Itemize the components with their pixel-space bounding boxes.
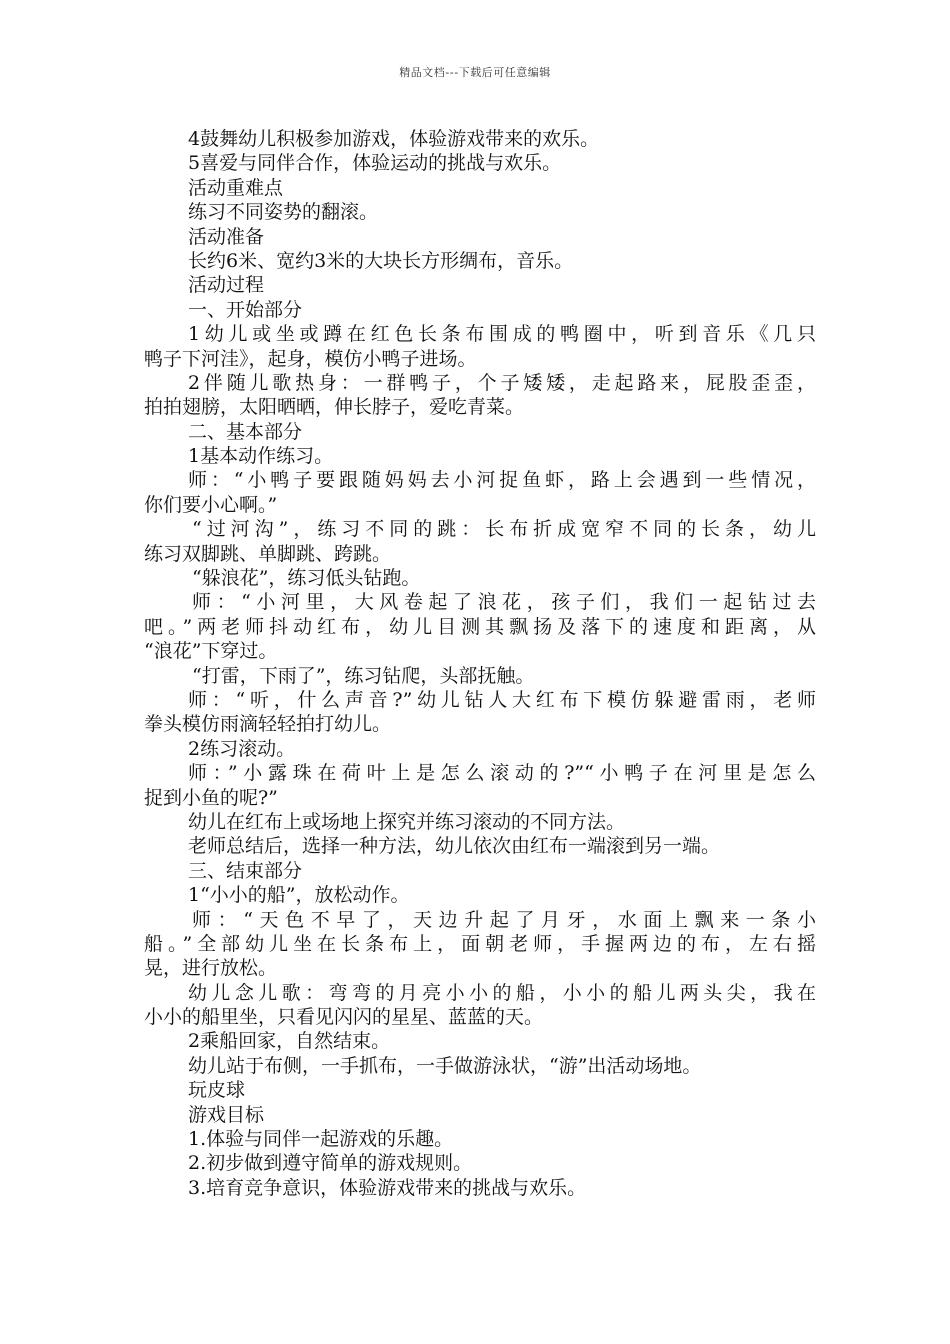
text-line: 吧。”两老师抖动红布，幼儿目测其飘扬及落下的速度和距离，从: [144, 615, 816, 638]
text-line: 幼儿在红布上或场地上探究并练习滚动的不同方法。: [188, 810, 626, 833]
text-line: 幼儿念儿歌：弯弯的月亮小小的船，小小的船儿两头尖，我在: [188, 981, 816, 1004]
text-line: 2伴随儿歌热身：一群鸭子，个子矮矮，走起路来，屁股歪歪，: [188, 371, 816, 394]
text-line: “躲浪花”，练习低头钻跑。: [192, 567, 421, 590]
text-line: 练习双脚跳、单脚跳、跨跳。: [144, 542, 392, 565]
text-line: 鸭子下河洼》，起身，模仿小鸭子进场。: [144, 347, 477, 370]
text-line: 一、开始部分: [188, 298, 303, 321]
text-line: 师：“小河里，大风卷起了浪花，孩子们，我们一起钻过去: [192, 591, 816, 614]
document-body: [144, 127, 816, 1200]
text-line: 老师总结后，选择一种方法，幼儿依次由红布一端滚到另一端。: [188, 835, 721, 858]
text-line: 师：”小露珠在荷叶上是怎么滚动的?”“小鸭子在河里是怎么: [188, 762, 816, 785]
text-line: 你们要小心啊。”: [144, 493, 278, 516]
text-line: 拍拍翅膀，太阳晒晒，伸长脖子，爱吃青菜。: [144, 396, 525, 419]
text-line: 捉到小鱼的呢?”: [144, 786, 278, 809]
text-line: 5喜爱与同伴合作，体验运动的挑战与欢乐。: [188, 152, 562, 175]
text-line: 4鼓舞幼儿积极参加游戏，体验游戏带来的欢乐。: [188, 128, 600, 150]
text-line: 1“小小的船”，放松动作。: [188, 884, 410, 907]
text-line: “打雷，下雨了”，练习钻爬，头部抚触。: [192, 664, 535, 687]
text-line: 练习不同姿势的翻滚。: [188, 201, 379, 224]
text-line: 师：“小鸭子要跟随妈妈去小河捉鱼虾，路上会遇到一些情况，: [188, 469, 816, 492]
page-header: 精品文档---下载后可任意编辑: [399, 66, 551, 79]
text-line: 师：“听，什么声音?”幼儿钻人大红布下模仿躲避雷雨，老师: [188, 688, 816, 711]
text-line: 三、结束部分: [188, 859, 303, 882]
text-line: 1幼儿或坐或蹲在红色长条布围成的鸭圈中，听到音乐《几只: [188, 323, 816, 346]
text-line: “过河沟”，练习不同的跳：长布折成宽窄不同的长条，幼儿: [192, 518, 816, 541]
text-line: 活动重难点: [188, 176, 284, 199]
text-line: “浪花”下穿过。: [144, 640, 278, 663]
text-line: 1.体验与同伴一起游戏的乐趣。: [188, 1128, 454, 1151]
text-line: 活动准备: [188, 225, 265, 248]
text-line: 长约6米、宽约3米的大块长方形绸布，音乐。: [188, 249, 574, 272]
text-line: 2乘船回家，自然结束。: [188, 1030, 391, 1053]
text-line: 船。”全部幼儿坐在长条布上，面朝老师，手握两边的布，左右摇: [144, 932, 816, 955]
text-line: 1基本动作练习。: [188, 445, 334, 468]
text-line: 幼儿站于布侧，一手抓布，一手做游泳状，“游”出活动场地。: [188, 1054, 702, 1077]
text-line: 小小的船里坐，只看见闪闪的星星、蓝蓝的天。: [144, 1006, 544, 1029]
text-line: 师：“天色不早了，天边升起了月牙，水面上飘来一条小: [192, 908, 816, 931]
text-line: 二、基本部分: [188, 420, 303, 443]
text-line: 游戏目标: [188, 1103, 265, 1126]
text-line: 2.初步做到遵守简单的游戏规则。: [188, 1152, 473, 1175]
text-line: 2练习滚动。: [188, 737, 296, 760]
text-line: 玩皮球: [188, 1079, 246, 1102]
text-line: 活动过程: [188, 274, 265, 297]
text-line: 3.培育竞争意识，体验游戏带来的挑战与欢乐。: [188, 1176, 587, 1199]
text-line: 拳头模仿雨滴轻轻拍打幼儿。: [144, 713, 392, 736]
text-line: 晃，进行放松。: [144, 957, 278, 980]
